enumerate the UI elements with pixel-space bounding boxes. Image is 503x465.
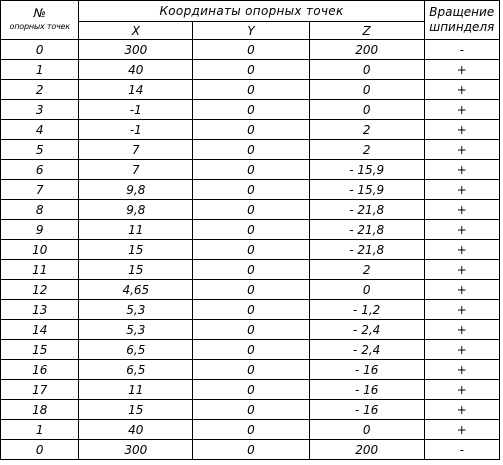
cell-x: 5,3: [79, 320, 193, 340]
column-header-y: Y: [193, 22, 310, 40]
cell-point-number: 11: [1, 260, 79, 280]
cell-spindle: +: [424, 160, 499, 180]
cell-z: 0: [309, 60, 424, 80]
spindle-header-line2: шпинделя: [429, 20, 495, 34]
cell-point-number: 7: [1, 180, 79, 200]
table-row: [1, 100, 500, 120]
cell-point-number: 1: [1, 60, 79, 80]
cell-y: 0: [193, 80, 310, 100]
cell-x: 4,65: [79, 280, 193, 300]
table-row: [1, 280, 500, 300]
cell-z: 2: [309, 260, 424, 280]
cell-y: 0: [193, 400, 310, 420]
point-number-header: [1, 1, 79, 40]
spindle-header-line1: Вращение: [429, 5, 495, 19]
cell-y: 0: [193, 260, 310, 280]
cell-z: - 16: [309, 400, 424, 420]
cell-x: 300: [79, 440, 193, 460]
cell-y: 0: [193, 240, 310, 260]
table-row: [1, 440, 500, 460]
cell-y: 0: [193, 440, 310, 460]
cell-z: - 2,4: [309, 320, 424, 340]
cell-point-number: 15: [1, 340, 79, 360]
cell-x: 6,5: [79, 360, 193, 380]
cell-spindle: +: [424, 340, 499, 360]
table-row: [1, 140, 500, 160]
cell-y: 0: [193, 120, 310, 140]
cell-y: 0: [193, 280, 310, 300]
cell-spindle: -: [424, 40, 499, 60]
coordinates-title: Координаты опорных точек: [79, 1, 424, 22]
cell-z: - 15,9: [309, 180, 424, 200]
cell-z: 0: [309, 100, 424, 120]
cell-spindle: +: [424, 140, 499, 160]
table-row: [1, 80, 500, 100]
cell-y: 0: [193, 180, 310, 200]
cell-point-number: 13: [1, 300, 79, 320]
table-row: [1, 220, 500, 240]
cell-x: 300: [79, 40, 193, 60]
cell-point-number: 2: [1, 80, 79, 100]
table-row: [1, 180, 500, 200]
cell-y: 0: [193, 380, 310, 400]
cell-y: 0: [193, 140, 310, 160]
cell-point-number: 8: [1, 200, 79, 220]
cell-y: 0: [193, 100, 310, 120]
cell-z: - 21,8: [309, 240, 424, 260]
cell-y: 0: [193, 300, 310, 320]
cell-x: 15: [79, 400, 193, 420]
cell-spindle: +: [424, 100, 499, 120]
table-row: [1, 400, 500, 420]
cell-point-number: 5: [1, 140, 79, 160]
table-row: [1, 420, 500, 440]
cell-x: 11: [79, 220, 193, 240]
cell-x: 6,5: [79, 340, 193, 360]
cell-y: 0: [193, 360, 310, 380]
table-row: [1, 340, 500, 360]
cell-x: 7: [79, 140, 193, 160]
cell-spindle: +: [424, 80, 499, 100]
cell-point-number: 16: [1, 360, 79, 380]
cell-y: 0: [193, 60, 310, 80]
table-row: [1, 160, 500, 180]
column-header-z: Z: [309, 22, 424, 40]
cell-point-number: 17: [1, 380, 79, 400]
cell-z: 200: [309, 440, 424, 460]
cell-z: 200: [309, 40, 424, 60]
cell-point-number: 0: [1, 440, 79, 460]
cell-x: 11: [79, 380, 193, 400]
cell-spindle: +: [424, 120, 499, 140]
cell-z: 2: [309, 120, 424, 140]
table-row: [1, 60, 500, 80]
table-row: [1, 120, 500, 140]
cell-x: 40: [79, 420, 193, 440]
cell-spindle: +: [424, 380, 499, 400]
table-row: [1, 360, 500, 380]
cell-point-number: 18: [1, 400, 79, 420]
header-row-top: [1, 1, 500, 22]
cell-spindle: +: [424, 220, 499, 240]
cell-spindle: +: [424, 200, 499, 220]
cell-spindle: +: [424, 60, 499, 80]
cell-y: 0: [193, 340, 310, 360]
cell-spindle: -: [424, 440, 499, 460]
table-row: [1, 320, 500, 340]
cell-x: -1: [79, 120, 193, 140]
cell-point-number: 10: [1, 240, 79, 260]
cell-point-number: 3: [1, 100, 79, 120]
cell-spindle: +: [424, 400, 499, 420]
cell-point-number: 12: [1, 280, 79, 300]
cell-point-number: 0: [1, 40, 79, 60]
cell-point-number: 6: [1, 160, 79, 180]
cell-z: 2: [309, 140, 424, 160]
column-header-x: X: [79, 22, 193, 40]
cell-x: 5,3: [79, 300, 193, 320]
cell-z: - 2,4: [309, 340, 424, 360]
cell-point-number: 4: [1, 120, 79, 140]
cell-spindle: +: [424, 280, 499, 300]
spindle-rotation-header: [424, 1, 499, 40]
cell-spindle: +: [424, 260, 499, 280]
cell-y: 0: [193, 160, 310, 180]
table-row: [1, 200, 500, 220]
cell-z: - 21,8: [309, 200, 424, 220]
point-number-sublabel: опорных точек: [9, 22, 70, 31]
cell-x: 15: [79, 240, 193, 260]
cell-spindle: +: [424, 180, 499, 200]
cell-z: - 21,8: [309, 220, 424, 240]
cell-spindle: +: [424, 320, 499, 340]
cell-z: 0: [309, 280, 424, 300]
cell-spindle: +: [424, 420, 499, 440]
table-row: [1, 300, 500, 320]
cell-z: 0: [309, 420, 424, 440]
cell-x: 40: [79, 60, 193, 80]
point-number-label: №: [33, 6, 46, 20]
cell-spindle: +: [424, 300, 499, 320]
cell-x: 9,8: [79, 200, 193, 220]
cell-point-number: 14: [1, 320, 79, 340]
cell-point-number: 9: [1, 220, 79, 240]
table-row: [1, 260, 500, 280]
cell-z: - 16: [309, 360, 424, 380]
cell-x: 15: [79, 260, 193, 280]
cell-y: 0: [193, 320, 310, 340]
cell-spindle: +: [424, 360, 499, 380]
cell-z: - 15,9: [309, 160, 424, 180]
cell-z: 0: [309, 80, 424, 100]
table-row: [1, 380, 500, 400]
table-body: [1, 40, 500, 460]
cell-y: 0: [193, 200, 310, 220]
cell-spindle: +: [424, 240, 499, 260]
table-row: [1, 240, 500, 260]
cell-y: 0: [193, 40, 310, 60]
cell-x: -1: [79, 100, 193, 120]
table-row: [1, 40, 500, 60]
cell-x: 7: [79, 160, 193, 180]
cell-z: - 16: [309, 380, 424, 400]
cell-x: 9,8: [79, 180, 193, 200]
cell-y: 0: [193, 420, 310, 440]
cell-point-number: 1: [1, 420, 79, 440]
cell-x: 14: [79, 80, 193, 100]
cell-y: 0: [193, 220, 310, 240]
cell-z: - 1,2: [309, 300, 424, 320]
